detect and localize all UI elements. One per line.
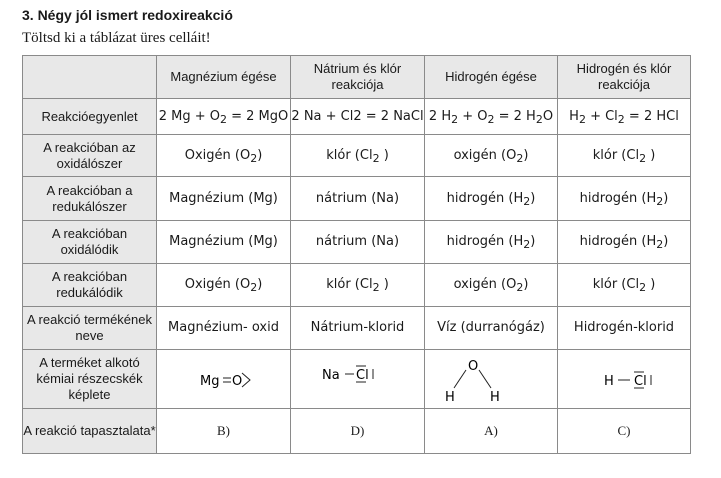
table-header-row <box>23 56 691 99</box>
table-row <box>23 350 691 409</box>
cell-reductant-sodium: nátrium (Na) <box>291 177 425 221</box>
table-row <box>23 177 691 221</box>
cell-product-sodium: Nátrium-klorid <box>291 307 425 350</box>
bond-line <box>479 370 491 388</box>
cell-oxidized-magnesium: Magnézium (Mg) <box>157 221 291 264</box>
cell-experience-hydrogen: A) <box>425 409 558 454</box>
task-instruction: Töltsd ki a táblázat üres celláit! <box>22 30 211 46</box>
lone-pair-mark <box>242 373 250 387</box>
cl-symbol: Cl <box>634 374 647 389</box>
mgo-structure-diagram <box>164 354 284 404</box>
cell-oxidant-hcl: klór ($Cl_2$ ) <box>558 135 691 177</box>
cell-reductant-magnesium: Magnézium (Mg) <box>157 177 291 221</box>
cell-structure-h2o <box>425 350 558 409</box>
h-symbol: H <box>604 374 614 389</box>
table-row <box>23 221 691 264</box>
table-row <box>23 409 691 454</box>
cell-equation-hcl: $H_2 + Cl_2 = 2$ HCl <box>558 99 691 135</box>
nacl-structure-diagram <box>298 354 418 404</box>
cell-reduced-hydrogen: oxigén $(O_2)$ <box>425 264 558 307</box>
o-symbol: O <box>231 374 242 389</box>
row-label-equation: Reakcióegyenlet <box>23 99 157 135</box>
row-label-reduced: A reakcióban redukálódik <box>23 264 157 307</box>
cell-experience-hcl: C) <box>558 409 691 454</box>
task-title: 3. Négy jól ismert redoxireakció <box>22 7 233 23</box>
column-header-sodium-chlorine: Nátrium és klór reakciója <box>291 56 425 99</box>
row-label-product: A reakció termékének neve <box>23 307 157 350</box>
redox-table <box>22 55 691 454</box>
cell-equation-hydrogen: 2 $H_2 + O_2 = 2$ $H_2O$ <box>425 99 558 135</box>
cell-reduced-hcl: klór ($Cl_2$ ) <box>558 264 691 307</box>
cell-product-hcl: Hidrogén-klorid <box>558 307 691 350</box>
column-header-hydrogen: Hidrogén égése <box>425 56 558 99</box>
mg-symbol: Mg <box>199 374 219 389</box>
cell-equation-magnesium: 2 $Mg + O_2 = 2$ MgO <box>157 99 291 135</box>
cell-oxidant-hydrogen: oxigén $(O_2)$ <box>425 135 558 177</box>
cell-reduced-magnesium: Oxigén $(O_2)$ <box>157 264 291 307</box>
o-symbol: O <box>468 359 479 374</box>
cell-oxidant-magnesium: Oxigén $(O_2)$ <box>157 135 291 177</box>
table-row <box>23 99 691 135</box>
h2o-structure-diagram <box>431 354 551 404</box>
row-label-experience: A reakció tapasztalata* <box>23 409 157 454</box>
row-label-structure: A terméket alkotó kémiai részecskék képlete <box>23 350 157 409</box>
h-symbol: H <box>490 390 500 404</box>
cell-oxidant-sodium: klór ($Cl_2$ ) <box>291 135 425 177</box>
column-header-magnesium: Magnézium égése <box>157 56 291 99</box>
cell-reductant-hcl: hidrogén $(H_2)$ <box>558 177 691 221</box>
row-label-reductant: A reakcióban a redukálószer <box>23 177 157 221</box>
table-row <box>23 307 691 350</box>
cell-equation-sodium: 2 Na + Cl2 = 2 NaCl <box>291 99 425 135</box>
na-symbol: Na <box>321 368 340 383</box>
cell-structure-mgo <box>157 350 291 409</box>
header-empty-cell <box>23 56 157 99</box>
cell-reduced-sodium: klór ($Cl_2$ ) <box>291 264 425 307</box>
cell-structure-hcl <box>558 350 691 409</box>
table-row <box>23 135 691 177</box>
row-label-oxidized: A reakcióban oxidálódik <box>23 221 157 264</box>
cell-product-hydrogen: Víz (durranógáz) <box>425 307 558 350</box>
hcl-structure-diagram <box>564 354 684 404</box>
column-header-hydrogen-chlorine: Hidrogén és klór reakciója <box>558 56 691 99</box>
cell-experience-sodium: D) <box>291 409 425 454</box>
table-row <box>23 264 691 307</box>
cl-symbol: Cl <box>355 368 369 383</box>
cell-oxidized-hydrogen: hidrogén $(H_2)$ <box>425 221 558 264</box>
row-label-oxidant: A reakcióban az oxidálószer <box>23 135 157 177</box>
cell-oxidized-hcl: hidrogén $(H_2)$ <box>558 221 691 264</box>
h-symbol: H <box>445 390 455 404</box>
cell-structure-nacl <box>291 350 425 409</box>
cell-oxidized-sodium: nátrium (Na) <box>291 221 425 264</box>
cell-experience-magnesium: B) <box>157 409 291 454</box>
cell-product-magnesium: Magnézium- oxid <box>157 307 291 350</box>
bond-line <box>454 370 466 388</box>
cell-reductant-hydrogen: hidrogén $(H_2)$ <box>425 177 558 221</box>
